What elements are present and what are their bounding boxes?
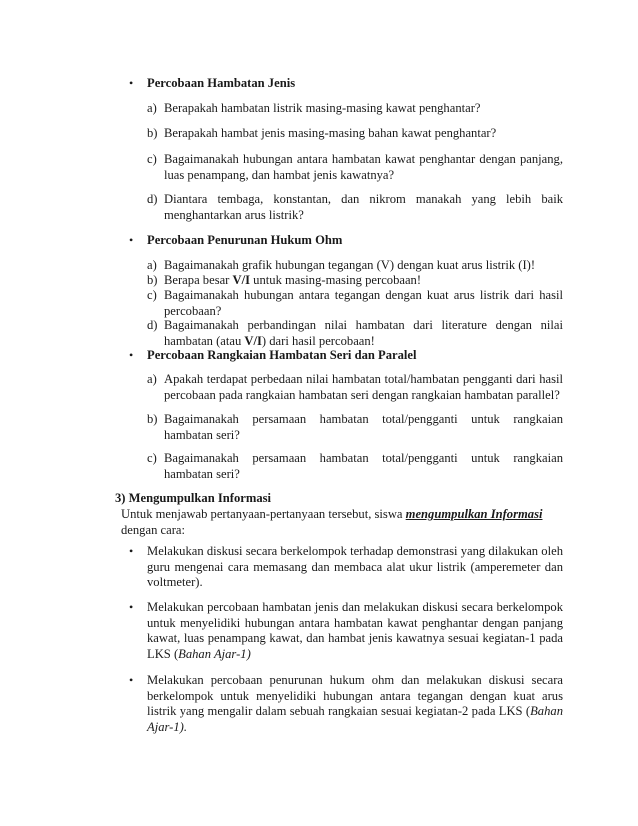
item-text: Bagaimanakah persamaan hambatan total/pengganti untuk rangkaian hambatan seri?: [164, 451, 563, 481]
item-label: a): [147, 101, 157, 115]
step-title: 3) Mengumpulkan Informasi: [115, 491, 272, 505]
item-label: b): [147, 412, 158, 426]
section-heading: Percobaan Rangkaian Hambatan Seri dan Paralel: [147, 348, 417, 362]
list-item: [147, 126, 563, 142]
bullet-icon: •: [129, 76, 134, 90]
bullet-icon: •: [129, 233, 134, 247]
item-text: Berapa besar V/I untuk masing-masing percobaan!: [164, 273, 422, 287]
item-label: d): [147, 318, 158, 332]
item-text: Diantara tembaga, konstantan, dan nikrom manakah yang lebih baik menghantarkan arus listrik?: [164, 192, 563, 222]
list-item: [147, 192, 563, 223]
info-bullet: Melakukan percobaan hambatan jenis dan melakukan diskusi secara berkelompok untuk menyelidiki hubungan antara hambatan kawat penghantar dengan panjang kawat, luas penampang kawat, dan hambat jenis kawatnya sesuai kegiatan-1 pada LKS (Bahan Ajar-1): [147, 600, 563, 661]
list-item: [147, 288, 563, 319]
list-item: [147, 258, 563, 274]
step-intro: Untuk menjawab pertanyaan-pertanyaan tersebut, siswa mengumpulkan Informasi dengan cara:: [121, 507, 543, 537]
item-text: Bagaimanakah grafik hubungan tegangan (V) dengan kuat arus listrik (I)!: [164, 258, 536, 272]
item-label: a): [147, 372, 157, 386]
list-item: [147, 101, 563, 117]
list-item: [147, 412, 563, 443]
bullet-icon: •: [129, 348, 134, 362]
item-text: Bagaimanakah persamaan hambatan total/pengganti untuk rangkaian hambatan seri?: [164, 412, 563, 442]
list-item: [147, 451, 563, 482]
section-heading: Percobaan Penurunan Hukum Ohm: [147, 233, 343, 247]
info-bullet: Melakukan percobaan penurunan hukum ohm dan melakukan diskusi secara berkelompok untuk menyelidiki hubungan antara tegangan dengan kuat arus listrik yang mengalir dalam sebuah rangkaian sesuai kegiatan-2 pada LKS (Bahan Ajar-1).: [147, 673, 563, 734]
info-bullet: Melakukan diskusi secara berkelompok terhadap demonstrasi yang dilakukan oleh guru mengenai cara memasang dan membaca alat ukur listrik (amperemeter dan voltmeter).: [147, 544, 563, 590]
item-text: Bagaimanakah perbandingan nilai hambatan dari literature dengan nilai hambatan (atau V/I) dari hasil percobaan!: [164, 318, 563, 348]
list-item: [147, 372, 563, 403]
item-text: Berapakah hambatan listrik masing-masing kawat penghantar?: [164, 101, 481, 115]
item-text: Apakah terdapat perbedaan nilai hambatan total/hambatan pengganti dari hasil percobaan pada rangkaian hambatan seri dengan rangkaian hambatan parallel?: [164, 372, 563, 402]
item-label: b): [147, 126, 158, 140]
item-label: c): [147, 152, 157, 166]
item-label: d): [147, 192, 158, 206]
item-text: Berapakah hambat jenis masing-masing bahan kawat penghantar?: [164, 126, 497, 140]
list-item: [147, 152, 563, 183]
list-item: [147, 318, 563, 349]
item-label: c): [147, 451, 157, 465]
item-label: a): [147, 258, 157, 272]
item-text: Bagaimanakah hubungan antara hambatan kawat penghantar dengan panjang, luas penampang, dan hambat jenis kawatnya?: [164, 152, 563, 182]
bullet-icon: •: [129, 600, 134, 614]
bullet-icon: •: [129, 673, 134, 687]
bullet-icon: •: [129, 544, 134, 558]
list-item: [147, 273, 563, 289]
item-label: b): [147, 273, 158, 287]
section-heading: Percobaan Hambatan Jenis: [147, 76, 296, 90]
item-label: c): [147, 288, 157, 302]
item-text: Bagaimanakah hubungan antara tegangan dengan kuat arus listrik dari hasil percobaan?: [164, 288, 563, 318]
